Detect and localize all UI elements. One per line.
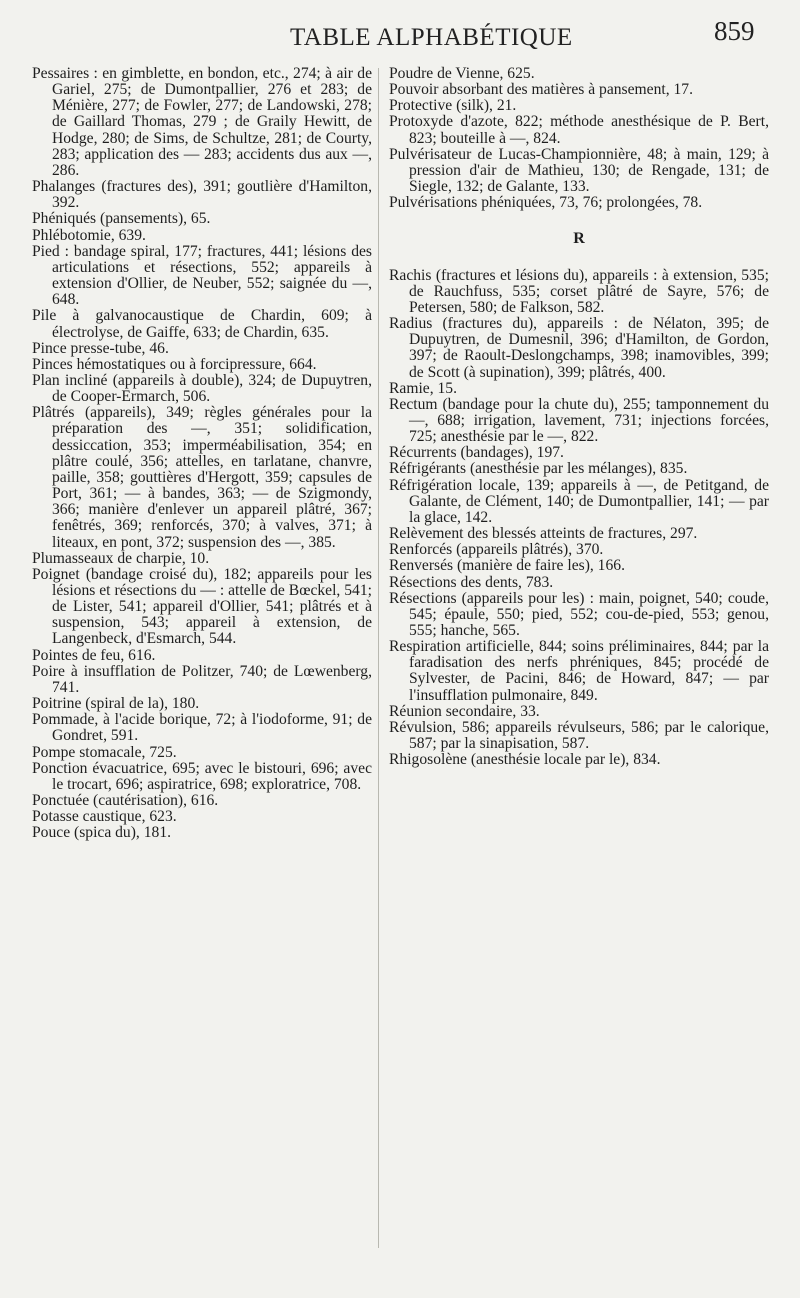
index-entry: Relèvement des blessés atteints de fractures, 297. (389, 525, 698, 543)
index-entry: Pinces hémostatiques ou à forcipressure, 664. (32, 355, 317, 373)
index-entry: Rachis (fractures et lésions du), appareils : à extension, 535; de Rauchfuss, 535; corset plâtré de Sayre, 576; de Petersen, 580; de Falkson, 582. (389, 266, 769, 316)
index-entry: Pouce (spica du), 181. (32, 824, 172, 842)
index-entry: Réunion secondaire, 33. (389, 702, 540, 720)
index-entry: Phéniqués (pansements), 65. (32, 210, 211, 228)
index-entry: Poitrine (spiral de la), 180. (32, 695, 200, 713)
index-entry: Phlébotomie, 639. (32, 226, 146, 244)
index-entry: Pouvoir absorbant des matières à pansement, 17. (389, 81, 694, 99)
index-entry: Radius (fractures du), appareils : de Nélaton, 395; de Dupuytren, de Dumesnil, 396; d'Hamilton, de Gordon, 397; de Raoult-Deslongchamps, 398; inamovibles, 399; de Scott (à supination), 399; plâtrés, 400. (389, 315, 769, 381)
index-entry: Phalanges (fractures des), 391; goutlière d'Hamilton, 392. (32, 178, 372, 212)
index-entry: Potasse caustique, 623. (32, 808, 177, 826)
right-column (389, 66, 769, 768)
index-entry: Résections (appareils pour les) : main, poignet, 540; coude, 545; épaule, 550; pied, 552; cou-de-pied, 553; genou, 555; hanche, 565. (389, 589, 769, 639)
index-entry: Réfrigérants (anesthésie par les mélanges), 835. (389, 460, 688, 478)
index-entry: Protoxyde d'azote, 822; méthode anesthésique de P. Bert, 823; bouteille à —, 824. (389, 113, 769, 147)
index-entry: Plan incliné (appareils à double), 324; de Dupuytren, de Cooper-Ermarch, 506. (32, 371, 372, 406)
index-entry: Plâtrés (appareils), 349; règles générales pour la préparation des —, 351; solidification, dessiccation, 353; imperméabilisation, 354; en plâtre coulé, 356; attelles, en tarlatane, chanvre, paille, 358; gouttières d'Hergott, 359; capsules de Port, 361; — à bandes, 363; — de Szigmondy, 366; manière d'enlever un appareil plâtré, 367; fenêtrés, 369; renforcés, 370; à valves, 371; à liteaux, en pont, 372; suspension des —, 385. (32, 404, 372, 551)
index-entry: Pince presse-tube, 46. (32, 339, 169, 357)
running-header (0, 4, 800, 60)
index-entry: Récurrents (bandages), 197. (389, 444, 564, 462)
index-entry: Poire à insufflation de Politzer, 740; de Lœwenberg, 741. (32, 662, 372, 696)
left-column (32, 66, 372, 842)
index-entry: Rhigosolène (anesthésie locale par le), 834. (389, 751, 661, 769)
index-entry: Ramie, 15. (389, 379, 457, 397)
index-entry: Pied : bandage spiral, 177; fractures, 441; lésions des articulations et résections, 552; appareils à extension d'Ollier, de Neuber, 552; saignée du —, 648. (32, 242, 372, 309)
index-entry: Respiration artificielle, 844; soins préliminaires, 844; par la faradisation des nerfs phréniques, 845; procédé de Sylvester, de Pacini, 846; de Howard, 847; — par l'insufflation pulmonaire, 849. (389, 638, 769, 704)
column-divider (378, 68, 379, 1248)
index-entry: Révulsion, 586; appareils révulseurs, 586; par le calorique, 587; par la sinapisation, 587. (389, 718, 769, 753)
index-entry: Pointes de feu, 616. (32, 646, 156, 664)
index-entry: Pulvérisateur de Lucas-Championnière, 48; à main, 129; à pression d'air de Mathieu, 130; de Rengade, 131; de Siegle, 132; de Galante, 133. (389, 145, 769, 196)
index-entry: Poignet (bandage croisé du), 182; appareils pour les lésions et résections du — : attelle de Bœckel, 541; de Lister, 541; appareil d'Ollier, 541; plâtrés et à suspension, 543; appareil à extension, de Langenbeck, d'Esmarch, 544. (32, 565, 372, 648)
index-entry: Pile à galvanocaustique de Chardin, 609; à électrolyse, de Gaiffe, 633; de Chardin, 635. (32, 307, 372, 341)
index-entry: Renversés (manière de faire les), 166. (389, 557, 625, 575)
page-number: 859 (714, 16, 755, 46)
index-entry: Pommade, à l'acide borique, 72; à l'iodoforme, 91; de Gondret, 591. (32, 711, 372, 745)
index-entry: Renforcés (appareils plâtrés), 370. (389, 541, 604, 559)
index-entry: Rectum (bandage pour la chute du), 255; tamponnement du —, 688; irrigation, lavement, 731; injections forcées, 725; anesthésie par le —, 822. (389, 395, 769, 446)
index-entry: Ponctuée (cautérisation), 616. (32, 792, 219, 810)
index-entry: Protective (silk), 21. (389, 97, 517, 115)
index-entry: Pompe stomacale, 725. (32, 743, 177, 761)
header-title: TABLE ALPHABÉTIQUE (290, 24, 573, 51)
section-r-entries (389, 268, 769, 769)
index-entry: Ponction évacuatrice, 695; avec le bistouri, 696; avec le trocart, 696; aspiratrice, 698; exploratrice, 708. (32, 759, 372, 793)
index-entry: Pessaires : en gimblette, en bondon, etc., 274; à air de Gariel, 275; de Dumontpallier, 276 et 283; de Ménière, 277; de Fowler, 277; de Landowski, 278; de Gaillard Thomas, 279 ; de Graily Hewitt, de Hodge, 280; de Sims, de Schultze, 281; de Courty, 283; application des — 283; accidents dus aux —, 286. (32, 65, 372, 179)
index-entry: Poudre de Vienne, 625. (389, 65, 535, 82)
index-entry: Plumasseaux de charpie, 10. (32, 549, 210, 567)
section-letter-r: R (573, 230, 585, 248)
index-entry: Résections des dents, 783. (389, 573, 554, 591)
section-p-entries (389, 66, 769, 211)
index-entry: Réfrigération locale, 139; appareils à —, de Petitgand, de Galante, de Clément, 140; de Dumontpallier, 141; — par la glace, 142. (389, 476, 769, 526)
index-entry: Pulvérisations phéniquées, 73, 76; prolongées, 78. (389, 194, 703, 212)
